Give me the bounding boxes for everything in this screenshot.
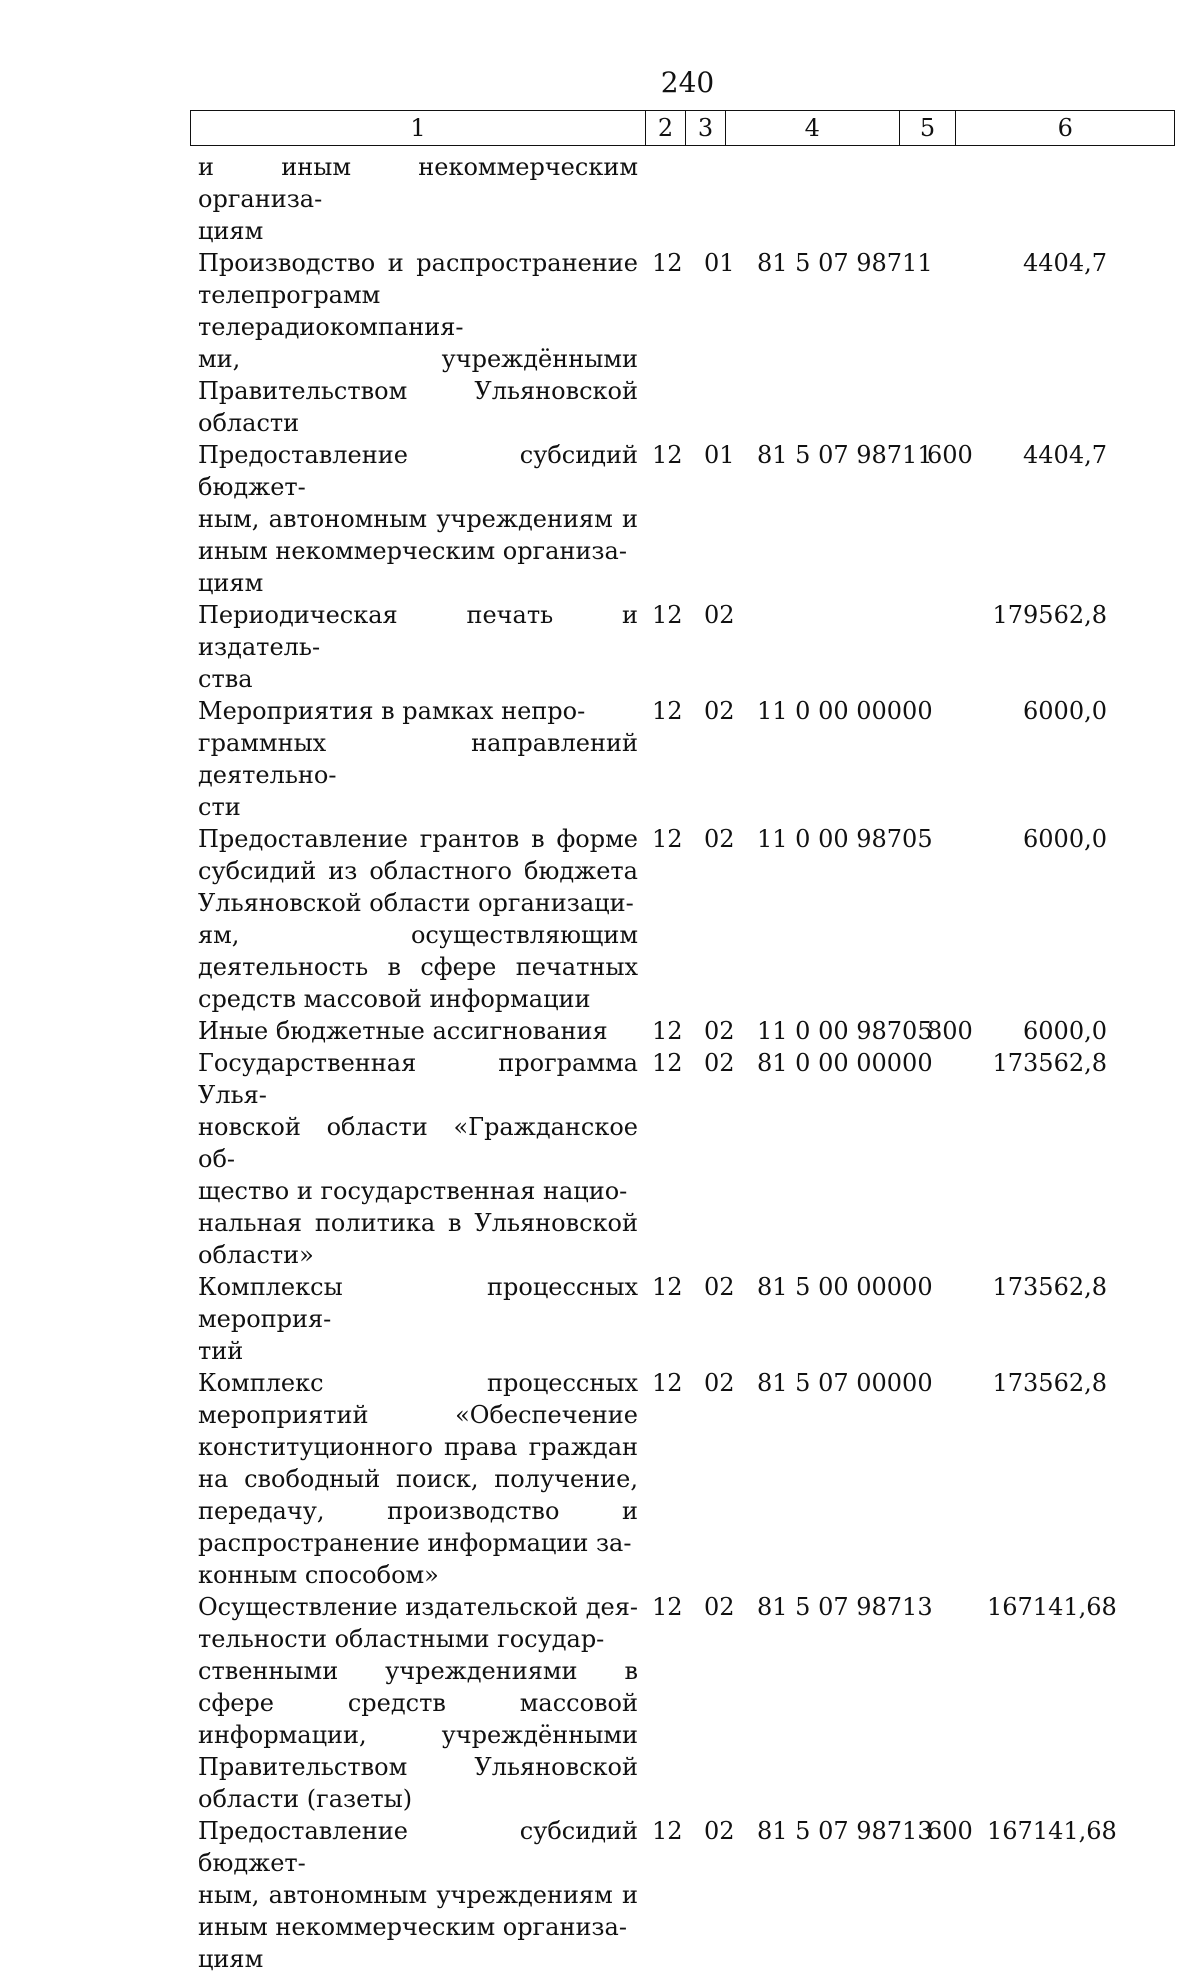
table-row (190, 439, 1175, 599)
table-header (190, 110, 1175, 146)
row-target-article: 11 0 00 00000 (757, 697, 933, 725)
row-name: Комплексы процессных мероприя- тий (198, 1273, 638, 1365)
row-name: Периодическая печать и издатель- ства (198, 601, 638, 693)
row-subsection: 02 (704, 1817, 735, 1845)
row-amount: 6000,0 (1023, 825, 1107, 853)
row-subsection: 02 (704, 1049, 735, 1077)
header-col-1: 1 (191, 111, 646, 145)
row-name: Предоставление субсидий бюджет- ным, автономным учреждениям и иным некоммерческим организа- циям (198, 441, 638, 597)
table-row (190, 1815, 1175, 1975)
row-target-article: 81 5 07 98713 (757, 1593, 933, 1621)
table-body (190, 151, 1175, 1975)
row-subsection: 02 (704, 1369, 735, 1397)
row-name: и иным некоммерческим организа- циям (198, 153, 638, 245)
row-amount: 167141,68 (987, 1817, 1117, 1845)
row-target-article: 81 5 07 98711 (757, 249, 933, 277)
row-target-article: 81 5 00 00000 (757, 1273, 933, 1301)
row-expense-type: 600 (927, 1817, 973, 1845)
row-section: 12 (652, 441, 683, 469)
row-name: Производство и распространение телепрограмм телерадиокомпания- ми, учреждёнными Правительством Ульяновской области (198, 249, 638, 437)
row-subsection: 02 (704, 1017, 735, 1045)
header-col-2: 2 (646, 111, 686, 145)
header-col-4: 4 (726, 111, 900, 145)
row-target-article: 81 5 07 00000 (757, 1369, 933, 1397)
table-row (190, 1367, 1175, 1591)
row-name: Государственная программа Улья- новской области «Гражданское об- щество и государственная нацио- нальная политика в Ульяновской области» (198, 1049, 638, 1269)
row-target-article: 11 0 00 98705 (757, 1017, 933, 1045)
row-expense-type: 600 (927, 441, 973, 469)
row-name: Комплекс процессных мероприятий «Обеспечение конституционного права граждан на свободный поиск, получение, передачу, производство и распространение информации за- конным способом» (198, 1369, 638, 1589)
table-row (190, 695, 1175, 823)
row-section: 12 (652, 697, 683, 725)
header-col-3: 3 (686, 111, 726, 145)
table-row (190, 823, 1175, 1015)
row-amount: 4404,7 (1023, 441, 1107, 469)
row-amount: 4404,7 (1023, 249, 1107, 277)
row-section: 12 (652, 825, 683, 853)
row-section: 12 (652, 1817, 683, 1845)
row-amount: 173562,8 (992, 1049, 1107, 1077)
table-row (190, 1015, 1175, 1047)
table-row (190, 247, 1175, 439)
row-subsection: 01 (704, 249, 735, 277)
row-target-article: 81 5 07 98713 (757, 1817, 933, 1845)
row-amount: 179562,8 (992, 601, 1107, 629)
table-row (190, 1271, 1175, 1367)
row-section: 12 (652, 1273, 683, 1301)
row-amount: 6000,0 (1023, 697, 1107, 725)
row-name: Мероприятия в рамках непро- граммных направлений деятельно- сти (198, 697, 638, 821)
row-amount: 173562,8 (992, 1273, 1107, 1301)
table-row (190, 1047, 1175, 1271)
row-subsection: 02 (704, 601, 735, 629)
row-subsection: 02 (704, 825, 735, 853)
row-section: 12 (652, 1017, 683, 1045)
row-subsection: 02 (704, 1593, 735, 1621)
row-target-article: 11 0 00 98705 (757, 825, 933, 853)
row-subsection: 01 (704, 441, 735, 469)
row-name: Предоставление субсидий бюджет- ным, автономным учреждениям и иным некоммерческим организа- циям (198, 1817, 638, 1973)
row-section: 12 (652, 601, 683, 629)
row-name: Иные бюджетные ассигнования (198, 1017, 608, 1045)
row-target-article: 81 5 07 98711 (757, 441, 933, 469)
row-section: 12 (652, 1369, 683, 1397)
row-amount: 6000,0 (1023, 1017, 1107, 1045)
row-subsection: 02 (704, 697, 735, 725)
table-row (190, 1591, 1175, 1815)
row-section: 12 (652, 1593, 683, 1621)
row-subsection: 02 (704, 1273, 735, 1301)
row-section: 12 (652, 1049, 683, 1077)
row-name: Осуществление издательской дея- тельности областными государ- ственными учреждениями в сфере средств массовой информации, учреждёнными Правительством Ульяновской области (газеты) (198, 1593, 638, 1813)
row-amount: 167141,68 (987, 1593, 1117, 1621)
table-row (190, 151, 1175, 247)
row-name: Предоставление грантов в форме субсидий из областного бюджета Ульяновской области организаци- ям, осуществляющим деятельность в сфере печатных средств массовой информации (198, 825, 638, 1013)
header-col-6: 6 (1057, 114, 1073, 142)
header-col-5: 5 (900, 111, 957, 145)
row-expense-type: 800 (927, 1017, 973, 1045)
row-target-article: 81 0 00 00000 (757, 1049, 933, 1077)
page-number: 240 (660, 66, 715, 99)
table-row (190, 599, 1175, 695)
row-amount: 173562,8 (992, 1369, 1107, 1397)
row-section: 12 (652, 249, 683, 277)
